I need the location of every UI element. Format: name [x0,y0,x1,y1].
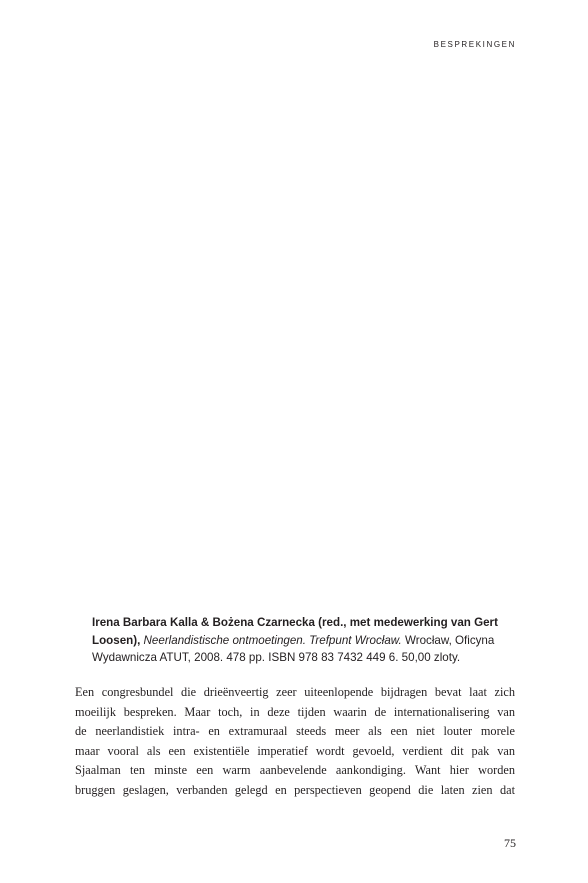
running-head: BESPREKINGEN [433,40,516,49]
citation-publication: Wrocław, Oficyna Wydawnicza ATUT, 2008. 478 pp. ISBN 978 83 7432 449 6. 50,00 zloty. [92,633,495,664]
body-line: moeilijk bespreken. Maar toch, in deze tijden waarin de internationalisering van [75,704,515,719]
review-body-paragraph [75,683,515,801]
citation-authors: Irena Barbara Kalla & Bożena Czarnecka (red., met medewerking van Gert Loosen), [92,616,498,647]
body-line: bruggen geslagen, verbanden gelegd en perspectieven geopend die laten zien dat [75,782,515,797]
body-line: de neerlandistiek intra- en extramuraal steeds meer als een niet louter morele [75,724,515,739]
body-line: Sjaalman ten minste een warm aanbevelende aankondiging. Want hier worden [75,763,515,778]
bibliographic-citation [92,614,532,667]
page-number: 75 [504,836,516,850]
body-line: maar vooral als een existentiële imperatief wordt gevoeld, verdient dit pak van [75,743,515,758]
citation-title: Neerlandistische ontmoetingen. Trefpunt Wrocław. [143,633,402,647]
body-line: Een congresbundel die drieënveertig zeer uiteenlopende bijdragen bevat laat zich [75,685,515,699]
